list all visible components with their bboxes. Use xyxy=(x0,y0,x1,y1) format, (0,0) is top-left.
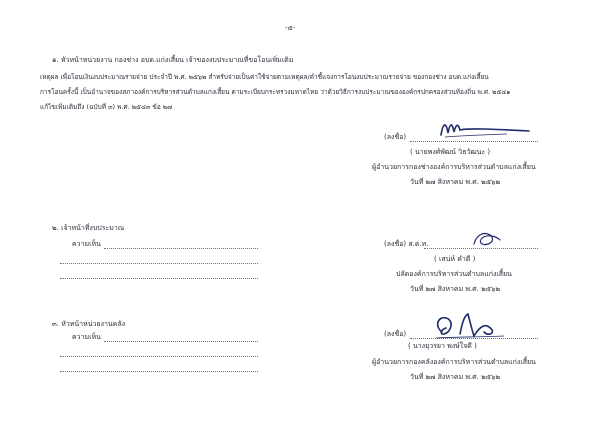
section-2-date: วันที่ ๒๗ สิงหาคม พ.ศ. ๒๕๖๒ xyxy=(410,285,501,293)
section-1-signer-position: ผู้อำนวยการกองช่างองค์การบริหารส่วนตำบลแก่งเสี้ยน xyxy=(372,163,536,171)
section-1-heading: ๑. หัวหน้าหน่วยงาน กองช่าง อบต.แก่งเสี้ยน เจ้าของงบประมาณที่ขอโอนเพิ่มเติม xyxy=(52,56,294,64)
section-3-signer-name: ( นางยุวรยา พงษ์ใจดี ) xyxy=(408,342,477,350)
section-3-heading: ๓. หัวหน้าหน่วยงานคลัง xyxy=(52,320,126,328)
section-3-signer-position: ผู้อำนวยการกองคลังองค์การบริหารส่วนตำบลแก่งเสี้ยน xyxy=(372,358,536,366)
section-2-sign-label: (ลงชื่อ) ส.ต.ท. xyxy=(384,240,429,248)
opinion-line xyxy=(60,371,258,372)
section-3-opinion-label: ความเห็น xyxy=(72,333,101,341)
section-3-date: วันที่ ๒๗ สิงหาคม พ.ศ. ๒๕๖๒ xyxy=(410,373,501,381)
opinion-line xyxy=(104,341,258,342)
section-2-heading: ๒. เจ้าหน้าที่งบประมาณ xyxy=(52,224,125,232)
signature-3 xyxy=(430,310,510,344)
section-3-sign-label: (ลงชื่อ) xyxy=(384,330,407,338)
signature-2 xyxy=(466,226,510,250)
section-1-sign-label: (ลงชื่อ) xyxy=(384,133,407,141)
page-number: -๕- xyxy=(285,24,296,32)
reason-line-1: เหตุผล เพื่อโอนเงินงบประมาณรายจ่าย ประจำปี พ.ศ. ๒๕๖๒ สำหรับจ่ายเป็นค่าใช้จ่ายตามเหตุผล/คำชี้แจงการโอนงบประมาณรายจ่าย ของกองช่าง อบต.แก่งเสี้ยน xyxy=(40,73,489,81)
reason-line-3: แก้ไขเพิ่มเติมถึง (ฉบับที่ ๓) พ.ศ. ๒๕๔๓ ข้อ ๒๗ xyxy=(40,103,172,111)
section-2-opinion-label: ความเห็น xyxy=(72,240,101,248)
opinion-line xyxy=(60,263,258,264)
section-2-signer-position: ปลัดองค์การบริหารส่วนตำบลแก่งเสี้ยน xyxy=(396,270,512,278)
opinion-line xyxy=(60,278,258,279)
signature-1 xyxy=(437,117,537,143)
section-1-signer-name: ( นายพงศ์พัฒน์ วิธวัฒนะ ) xyxy=(410,148,491,156)
section-2-signer-name: ( เสน่ห์ คำดี ) xyxy=(434,255,476,263)
section-1-date: วันที่ ๒๗ สิงหาคม พ.ศ. ๒๕๖๒ xyxy=(410,178,501,186)
opinion-line xyxy=(60,356,258,357)
reason-line-2: การโอนครั้งนี้ เป็นอำนาจของสภาองค์การบริหารส่วนตำบลแก่งเสี้ยน ตามระเบียบกระทรวงมหาดไทย ว่าด้วยวิธีการงบประมาณขององค์กรปกครองส่วนท้องถิ่น พ.ศ. ๒๕๔๑ xyxy=(40,88,511,96)
opinion-line xyxy=(104,248,258,249)
